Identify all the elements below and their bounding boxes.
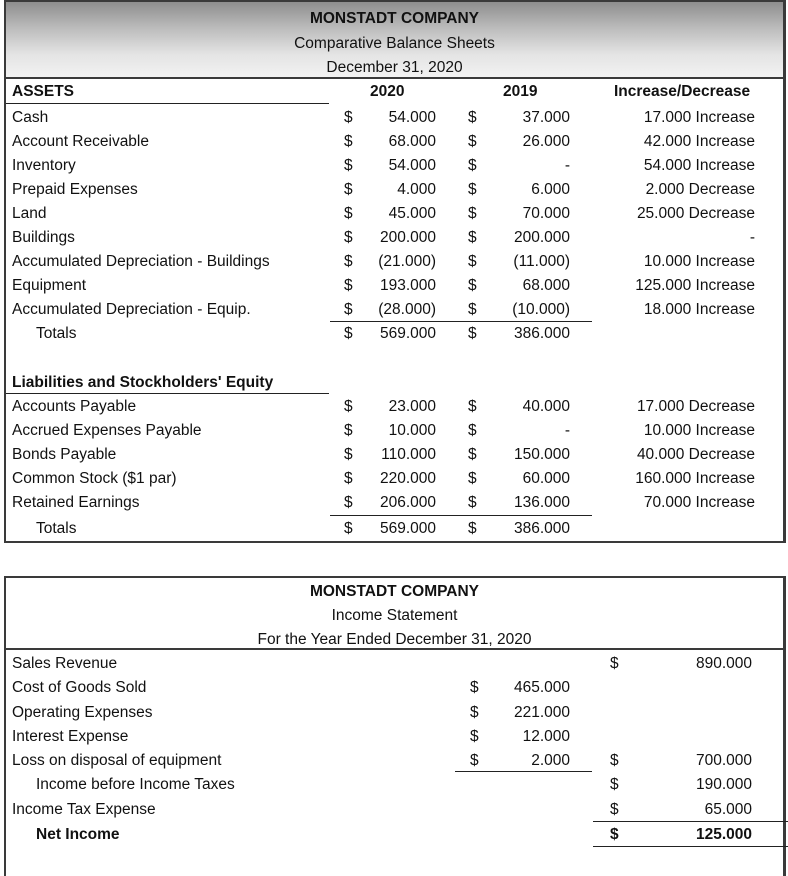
- value-2019: 26.000: [522, 133, 570, 150]
- total-2019: 386.000: [513, 520, 570, 537]
- change-value: 18.000 Increase: [643, 301, 755, 318]
- dollar-sign: $: [344, 205, 353, 222]
- value-2020: 200.000: [379, 229, 436, 246]
- value-2019: 40.000: [522, 398, 570, 415]
- column-header-change: Increase/Decrease: [614, 83, 751, 100]
- dollar-sign: $: [344, 229, 353, 246]
- totals-label: Totals: [36, 520, 77, 537]
- column-header-2020: 2020: [370, 83, 405, 100]
- row-label: Cost of Goods Sold: [12, 679, 147, 696]
- value-2020: 110.000: [381, 446, 436, 463]
- dollar-sign: $: [468, 422, 477, 439]
- row-label: Net Income: [36, 826, 120, 843]
- row-label: Income before Income Taxes: [36, 776, 235, 793]
- change-value: 2.000 Decrease: [645, 181, 755, 198]
- dollar-sign: $: [344, 470, 353, 487]
- dollar-sign: $: [468, 470, 477, 487]
- dollar-sign: $: [344, 253, 353, 270]
- row-label: Account Receivable: [12, 133, 149, 150]
- dollar-sign: $: [470, 752, 479, 769]
- dollar-sign: $: [468, 253, 477, 270]
- outer-amount: 700.000: [695, 752, 752, 769]
- liabilities-subtotal-rule: [330, 515, 592, 516]
- change-value: 40.000 Decrease: [636, 446, 755, 463]
- row-label: Retained Earnings: [12, 494, 140, 511]
- change-value: 54.000 Increase: [643, 157, 755, 174]
- dollar-sign: $: [470, 704, 479, 721]
- row-label: Land: [12, 205, 47, 222]
- value-2019: 37.000: [522, 109, 570, 126]
- assets-subtotal-rule: [330, 321, 592, 322]
- value-2020: 54.000: [388, 157, 436, 174]
- company-name: MONSTADT COMPANY: [309, 583, 480, 600]
- value-2019: -: [564, 157, 570, 174]
- change-value: 25.000 Decrease: [636, 205, 755, 222]
- value-2020: (28.000): [378, 301, 436, 318]
- value-2019: 200.000: [513, 229, 570, 246]
- dollar-sign: $: [468, 181, 477, 198]
- value-2019: 68.000: [522, 277, 570, 294]
- net-income-rule: [593, 846, 788, 847]
- value-2019: (11.000): [513, 253, 570, 270]
- dollar-sign: $: [468, 446, 477, 463]
- dollar-sign: $: [344, 494, 353, 511]
- value-2019: 150.000: [513, 446, 570, 463]
- dollar-sign: $: [468, 494, 477, 511]
- assets-heading-underline: [6, 103, 329, 104]
- change-value: 125.000 Increase: [635, 277, 755, 294]
- value-2020: 68.000: [388, 133, 436, 150]
- total-2020: 569.000: [379, 325, 436, 342]
- column-header-assets: ASSETS: [12, 83, 75, 100]
- dollar-sign: $: [344, 398, 353, 415]
- dollar-sign: $: [610, 776, 619, 793]
- change-value: 10.000 Increase: [643, 253, 755, 270]
- row-label: Operating Expenses: [12, 704, 153, 721]
- inner-amount: 221.000: [513, 704, 570, 721]
- value-2020: 193.000: [379, 277, 436, 294]
- outer-amount: 190.000: [695, 776, 752, 793]
- change-value: 10.000 Increase: [643, 422, 755, 439]
- balance-sheet-header: [6, 2, 783, 79]
- dollar-sign: $: [344, 181, 353, 198]
- tax-subtotal-rule: [593, 821, 788, 822]
- row-label: Buildings: [12, 229, 75, 246]
- dollar-sign: $: [470, 728, 479, 745]
- dollar-sign: $: [468, 398, 477, 415]
- inner-amount: 2.000: [531, 752, 570, 769]
- dollar-sign: $: [344, 301, 353, 318]
- dollar-sign: $: [468, 229, 477, 246]
- row-label: Common Stock ($1 par): [12, 470, 177, 487]
- change-value: -: [749, 229, 755, 246]
- dollar-sign: $: [468, 277, 477, 294]
- row-label: Accumulated Depreciation - Buildings: [12, 253, 270, 270]
- row-label: Loss on disposal of equipment: [12, 752, 222, 769]
- statement-title: Comparative Balance Sheets: [294, 35, 495, 52]
- row-label: Income Tax Expense: [12, 801, 156, 818]
- change-value: 17.000 Increase: [643, 109, 755, 126]
- change-value: 70.000 Increase: [643, 494, 755, 511]
- outer-amount: 890.000: [695, 655, 752, 672]
- dollar-sign: $: [344, 422, 353, 439]
- outer-amount: 125.000: [695, 826, 752, 843]
- statement-title: Income Statement: [331, 607, 458, 624]
- row-label: Interest Expense: [12, 728, 129, 745]
- liabilities-heading-underline: [6, 393, 329, 394]
- total-2020: 569.000: [379, 520, 436, 537]
- inner-amount: 12.000: [522, 728, 570, 745]
- dollar-sign: $: [468, 520, 477, 537]
- value-2020: 220.000: [379, 470, 436, 487]
- dollar-sign: $: [344, 446, 353, 463]
- row-label: Cash: [12, 109, 49, 126]
- dollar-sign: $: [610, 826, 619, 843]
- value-2019: 60.000: [522, 470, 570, 487]
- row-label: Inventory: [12, 157, 76, 174]
- dollar-sign: $: [470, 679, 479, 696]
- dollar-sign: $: [344, 325, 353, 342]
- dollar-sign: $: [468, 325, 477, 342]
- value-2020: 10.000: [388, 422, 436, 439]
- income-statement-header: [6, 578, 783, 650]
- dollar-sign: $: [610, 655, 619, 672]
- company-name: MONSTADT COMPANY: [309, 10, 480, 27]
- value-2020: 45.000: [388, 205, 436, 222]
- totals-label: Totals: [36, 325, 77, 342]
- inner-amount: 465.000: [513, 679, 570, 696]
- value-2019: 6.000: [531, 181, 570, 198]
- row-label: Accrued Expenses Payable: [12, 422, 202, 439]
- value-2020: 206.000: [379, 494, 436, 511]
- statement-date: December 31, 2020: [326, 59, 463, 76]
- outer-amount: 65.000: [704, 801, 752, 818]
- dollar-sign: $: [344, 157, 353, 174]
- change-value: 42.000 Increase: [643, 133, 755, 150]
- value-2019: (10.000): [512, 301, 570, 318]
- dollar-sign: $: [344, 277, 353, 294]
- row-label: Equipment: [12, 277, 87, 294]
- change-value: 17.000 Decrease: [636, 398, 755, 415]
- total-2019: 386.000: [513, 325, 570, 342]
- dollar-sign: $: [344, 133, 353, 150]
- row-label: Sales Revenue: [12, 655, 118, 672]
- change-value: 160.000 Increase: [635, 470, 755, 487]
- liabilities-heading: Liabilities and Stockholders' Equity: [12, 374, 274, 391]
- dollar-sign: $: [468, 133, 477, 150]
- value-2020: 54.000: [388, 109, 436, 126]
- value-2020: 4.000: [397, 181, 436, 198]
- value-2020: 23.000: [388, 398, 436, 415]
- expenses-subtotal-rule: [455, 771, 592, 772]
- column-header-2019: 2019: [503, 83, 538, 100]
- dollar-sign: $: [610, 801, 619, 818]
- dollar-sign: $: [468, 157, 477, 174]
- dollar-sign: $: [344, 109, 353, 126]
- dollar-sign: $: [344, 520, 353, 537]
- value-2019: -: [564, 422, 570, 439]
- value-2020: (21.000): [378, 253, 436, 270]
- row-label: Accumulated Depreciation - Equip.: [12, 301, 251, 318]
- dollar-sign: $: [610, 752, 619, 769]
- dollar-sign: $: [468, 301, 477, 318]
- value-2019: 70.000: [522, 205, 570, 222]
- dollar-sign: $: [468, 109, 477, 126]
- dollar-sign: $: [468, 205, 477, 222]
- value-2019: 136.000: [513, 494, 570, 511]
- statement-period: For the Year Ended December 31, 2020: [257, 631, 532, 648]
- row-label: Accounts Payable: [12, 398, 137, 415]
- row-label: Prepaid Expenses: [12, 181, 138, 198]
- row-label: Bonds Payable: [12, 446, 117, 463]
